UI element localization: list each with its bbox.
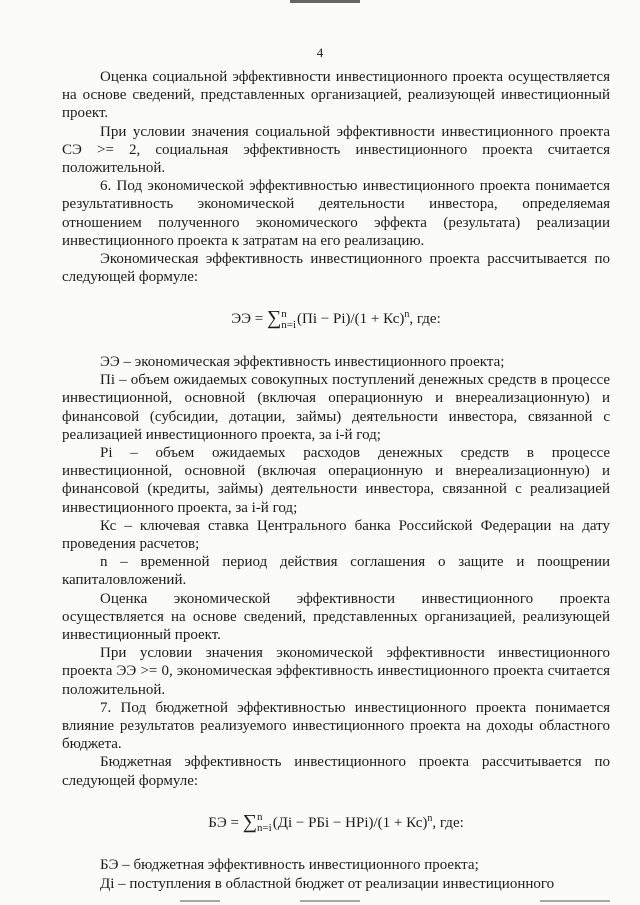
definition-n: n – временной период действия соглашения о защите и поощрении капиталовложений. <box>62 554 610 589</box>
sum-upper-limit: n <box>281 308 287 320</box>
sum-limits <box>257 812 272 834</box>
definition-kc: Кс – ключевая ставка Центрального банка Российской Федерации на дату проведения расчетов; <box>62 517 610 553</box>
formula-economic-efficiency <box>62 306 610 331</box>
formula-power: n <box>427 812 433 824</box>
formula-budget-efficiency <box>62 810 610 835</box>
paragraph-budget-definition: 7. Под бюджетной эффективностью инвестиционного проекта понимается влияние результатов реализуемого инвестиционного проекта на доходы областного бюджета. <box>62 699 610 753</box>
sum-sign: ∑ <box>266 307 282 330</box>
paragraph-social-assessment: Оценка социальной эффективности инвестиционного проекта осуществляется на основе сведений, представленных организацией, реализующей инвестиционный проект. <box>62 69 610 122</box>
formula-power: n <box>404 309 410 321</box>
sum-limits <box>281 309 296 331</box>
paragraph-social-condition: При условии значения социальной эффективности инвестиционного проекта СЭ >= 2, социальная эффективность инвестиционного проекта считается положительной. <box>62 123 610 177</box>
sum-lower-limit: n=i <box>256 822 272 835</box>
formula-body: (Пi − Рi)/(1 + Кс) <box>297 311 405 328</box>
formula-lhs: БЭ = <box>208 814 243 831</box>
definition-pi: Пi – объем ожидаемых совокупных поступлений денежных средств в процессе инвестиционной, основной (включая операционную и внереализационную) и финансовой (субсидии, дотации, займы) деятельности инвестора, связанной с реализацией инвестиционного проекта, за i-й год; <box>62 372 610 443</box>
definition-ee: ЭЭ – экономическая эффективность инвестиционного проекта; <box>100 354 505 370</box>
page-number: 4 <box>316 45 324 60</box>
formula-tail: , где: <box>432 814 464 831</box>
paragraph-budget-formula-intro: Бюджетная эффективность инвестиционного проекта рассчитывается по следующей формуле: <box>62 754 610 789</box>
formula-tail: , где: <box>409 311 441 328</box>
sum-upper-limit: n <box>256 811 263 824</box>
definition-be: БЭ – бюджетная эффективность инвестиционного проекта; <box>100 857 479 874</box>
sum-sign: ∑ <box>242 810 257 833</box>
paragraph-economic-assessment: Оценка экономической эффективности инвестиционного проекта осуществляется на основе сведений, представленных организацией, реализующей инвестиционный проект. <box>62 590 610 644</box>
document-body <box>62 68 610 893</box>
paragraph-economic-definition: 6. Под экономической эффективностью инвестиционного проекта понимается результативность экономической деятельности инвестора, определяемая отношением полученного экономического эффекта (результата) реализации инвестиционного проекта к затратам на его реализацию. <box>62 178 610 249</box>
sum-lower-limit: n=i <box>281 319 297 331</box>
formula-lhs: ЭЭ = <box>231 311 267 328</box>
paragraph-economic-condition: При условии значения экономической эффективности инвестиционного проекта ЭЭ >= 0, экономическая эффективность инвестиционного проекта считается положительной. <box>62 645 610 698</box>
scan-artifact-top <box>290 0 360 3</box>
definition-di: Дi – поступления в областной бюджет от реализации инвестиционного <box>100 875 555 892</box>
formula-body: (Дi − РБi − НРi)/(1 + Кс) <box>272 814 428 831</box>
scan-artifact-bottom <box>0 895 640 905</box>
definition-ri: Рi – объем ожидаемых расходов денежных средств в процессе инвестиционной, основной (включая операционную и внереализационную) и финансовой (кредиты, займы) деятельности инвестора, связанной с реализацией инвестиционного проекта, за i-й год; <box>62 445 610 516</box>
paragraph-economic-formula-intro: Экономическая эффективность инвестиционного проекта рассчитывается по следующей формуле: <box>62 251 610 286</box>
